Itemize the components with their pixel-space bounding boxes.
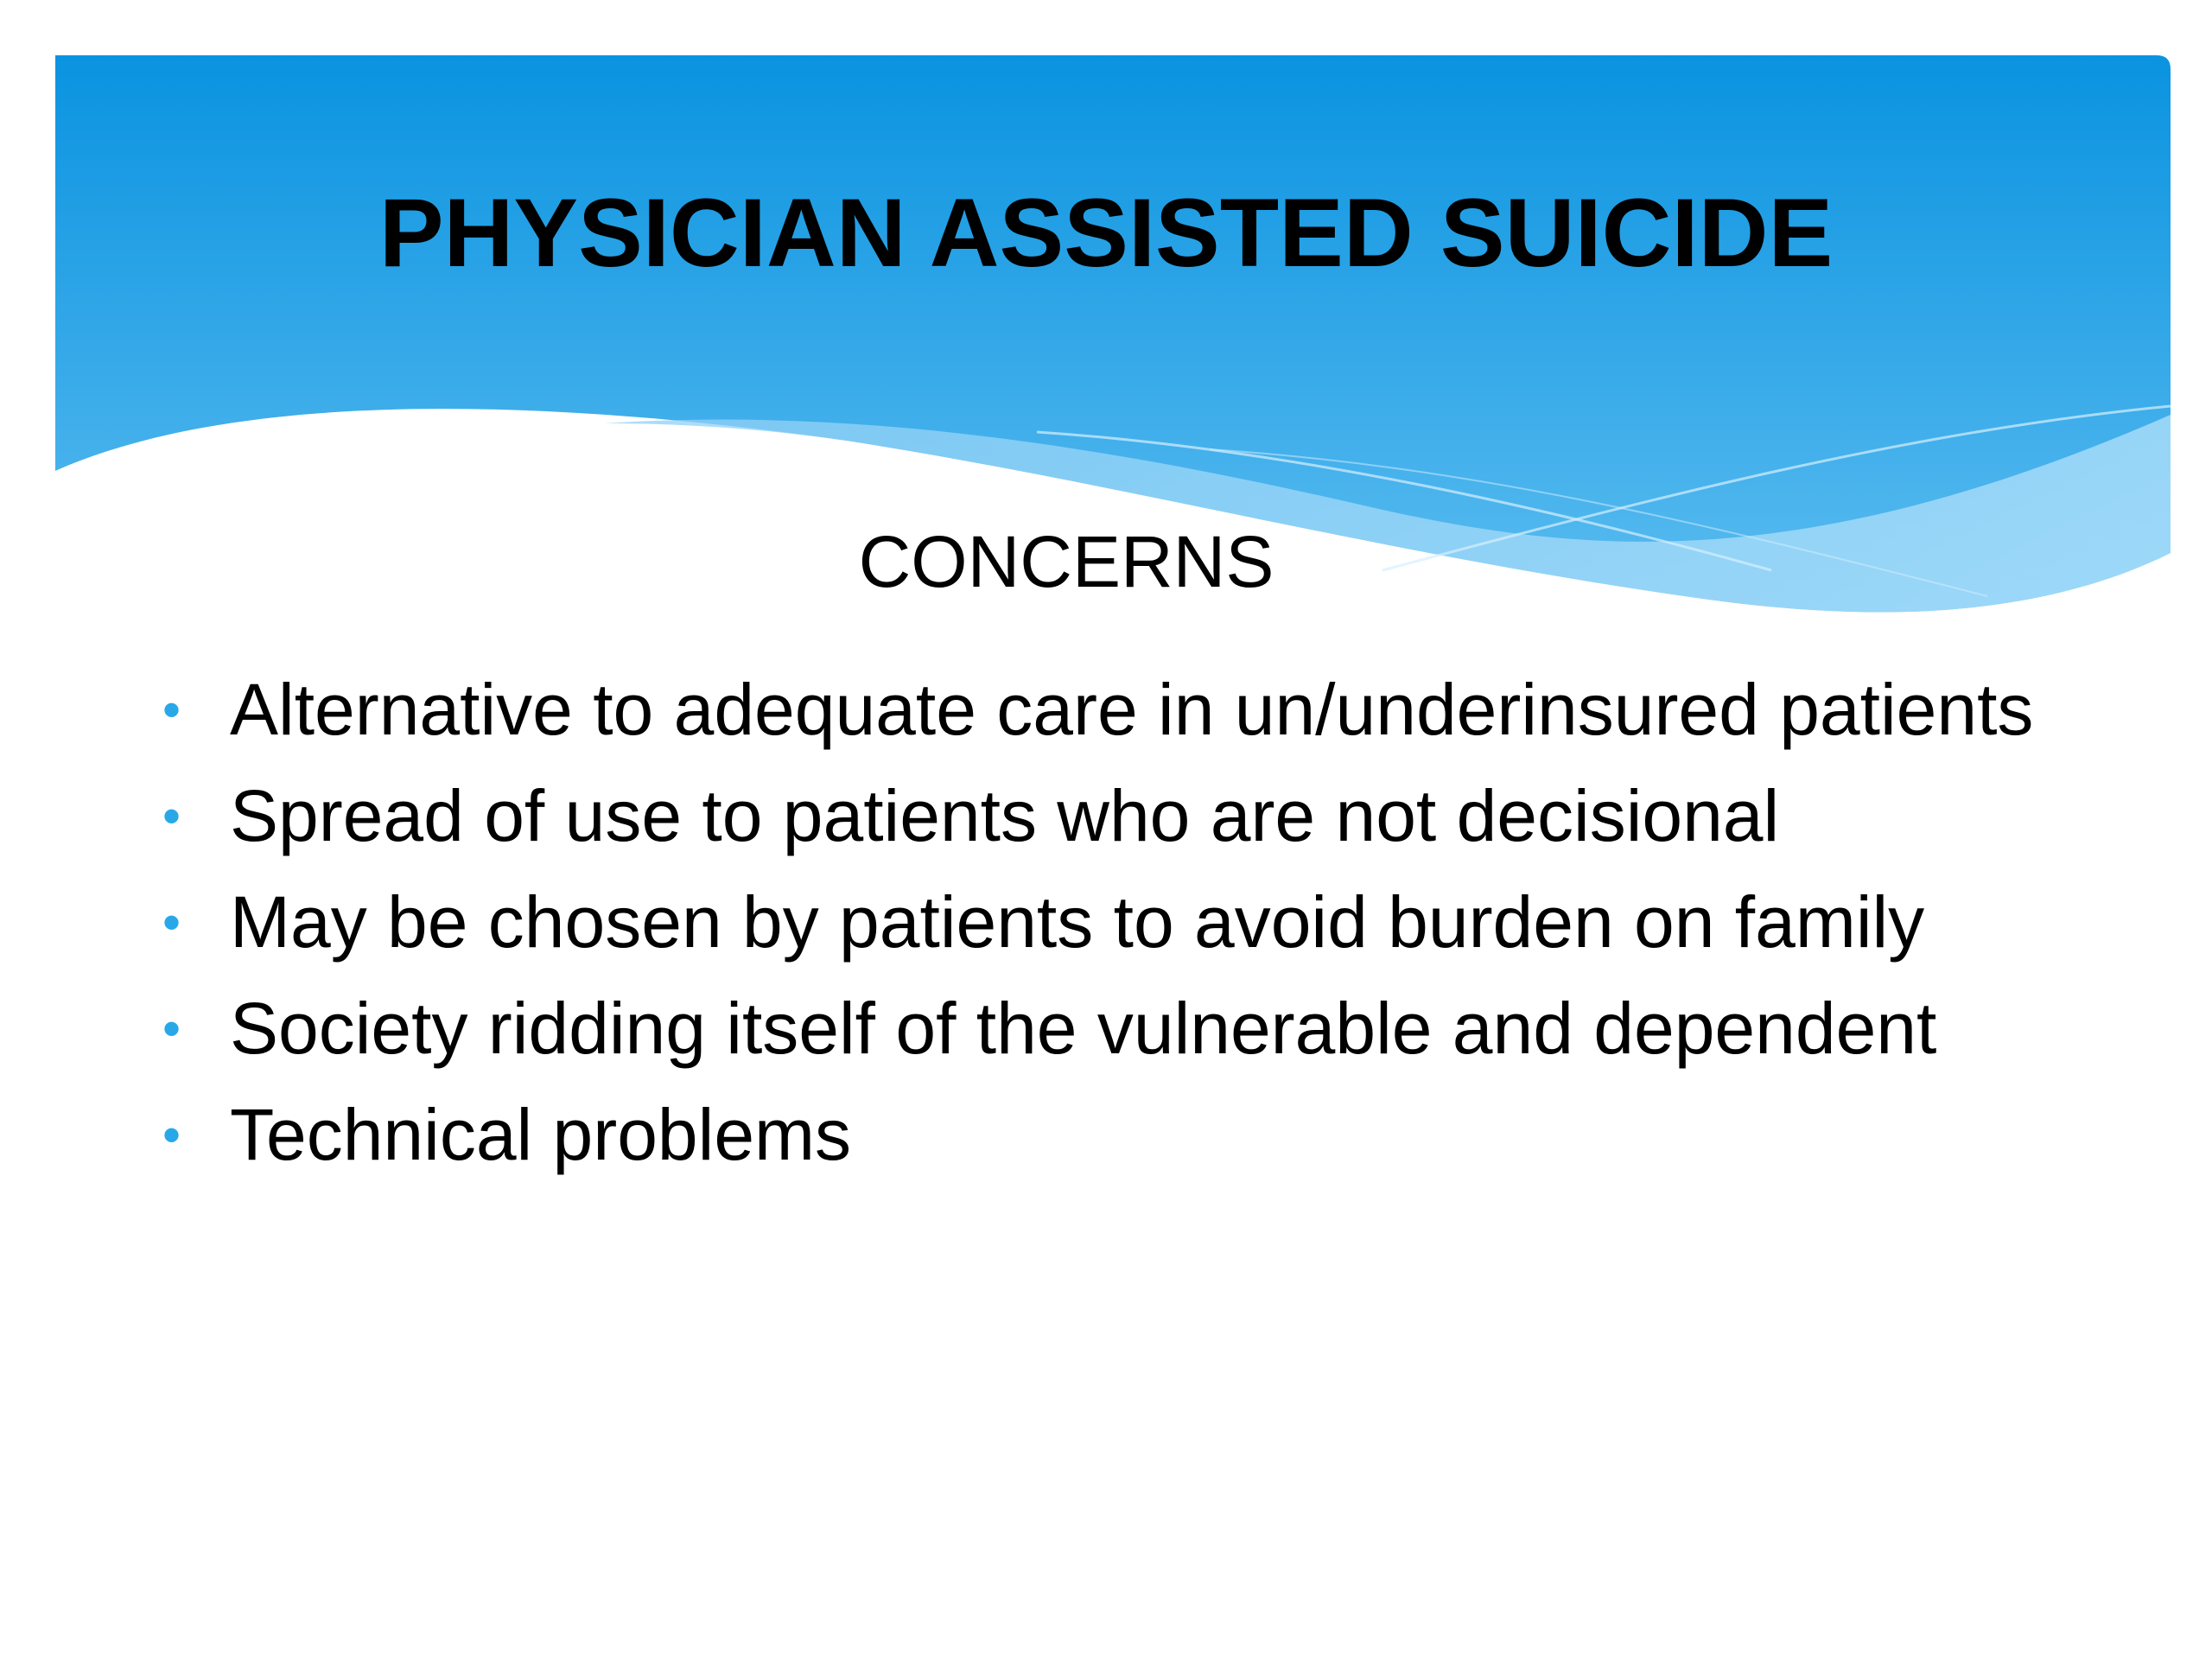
- bullet-list: [162, 665, 2055, 1197]
- bullet-text: Society ridding itself of the vulnerable and dependent: [230, 988, 1937, 1069]
- list-item: [162, 984, 2055, 1073]
- bullet-text: Spread of use to patients who are not decisional: [230, 775, 1780, 856]
- list-item: [162, 1090, 2055, 1179]
- list-item: [162, 772, 2055, 861]
- bullet-text: May be chosen by patients to avoid burden on family: [230, 881, 1925, 963]
- bullet-icon: •: [162, 893, 181, 951]
- bullet-icon: •: [162, 1000, 181, 1058]
- list-item: [162, 665, 2055, 754]
- list-item: [162, 878, 2055, 967]
- section-heading: CONCERNS: [858, 521, 1274, 602]
- slide-title: PHYSICIAN ASSISTED SUICIDE: [378, 179, 1834, 287]
- bullet-icon: •: [162, 681, 181, 739]
- bullet-icon: •: [162, 787, 181, 845]
- bullet-text: Technical problems: [230, 1094, 852, 1175]
- bullet-text: Alternative to adequate care in un/underinsured patients: [230, 669, 2034, 750]
- bullet-icon: •: [162, 1106, 181, 1164]
